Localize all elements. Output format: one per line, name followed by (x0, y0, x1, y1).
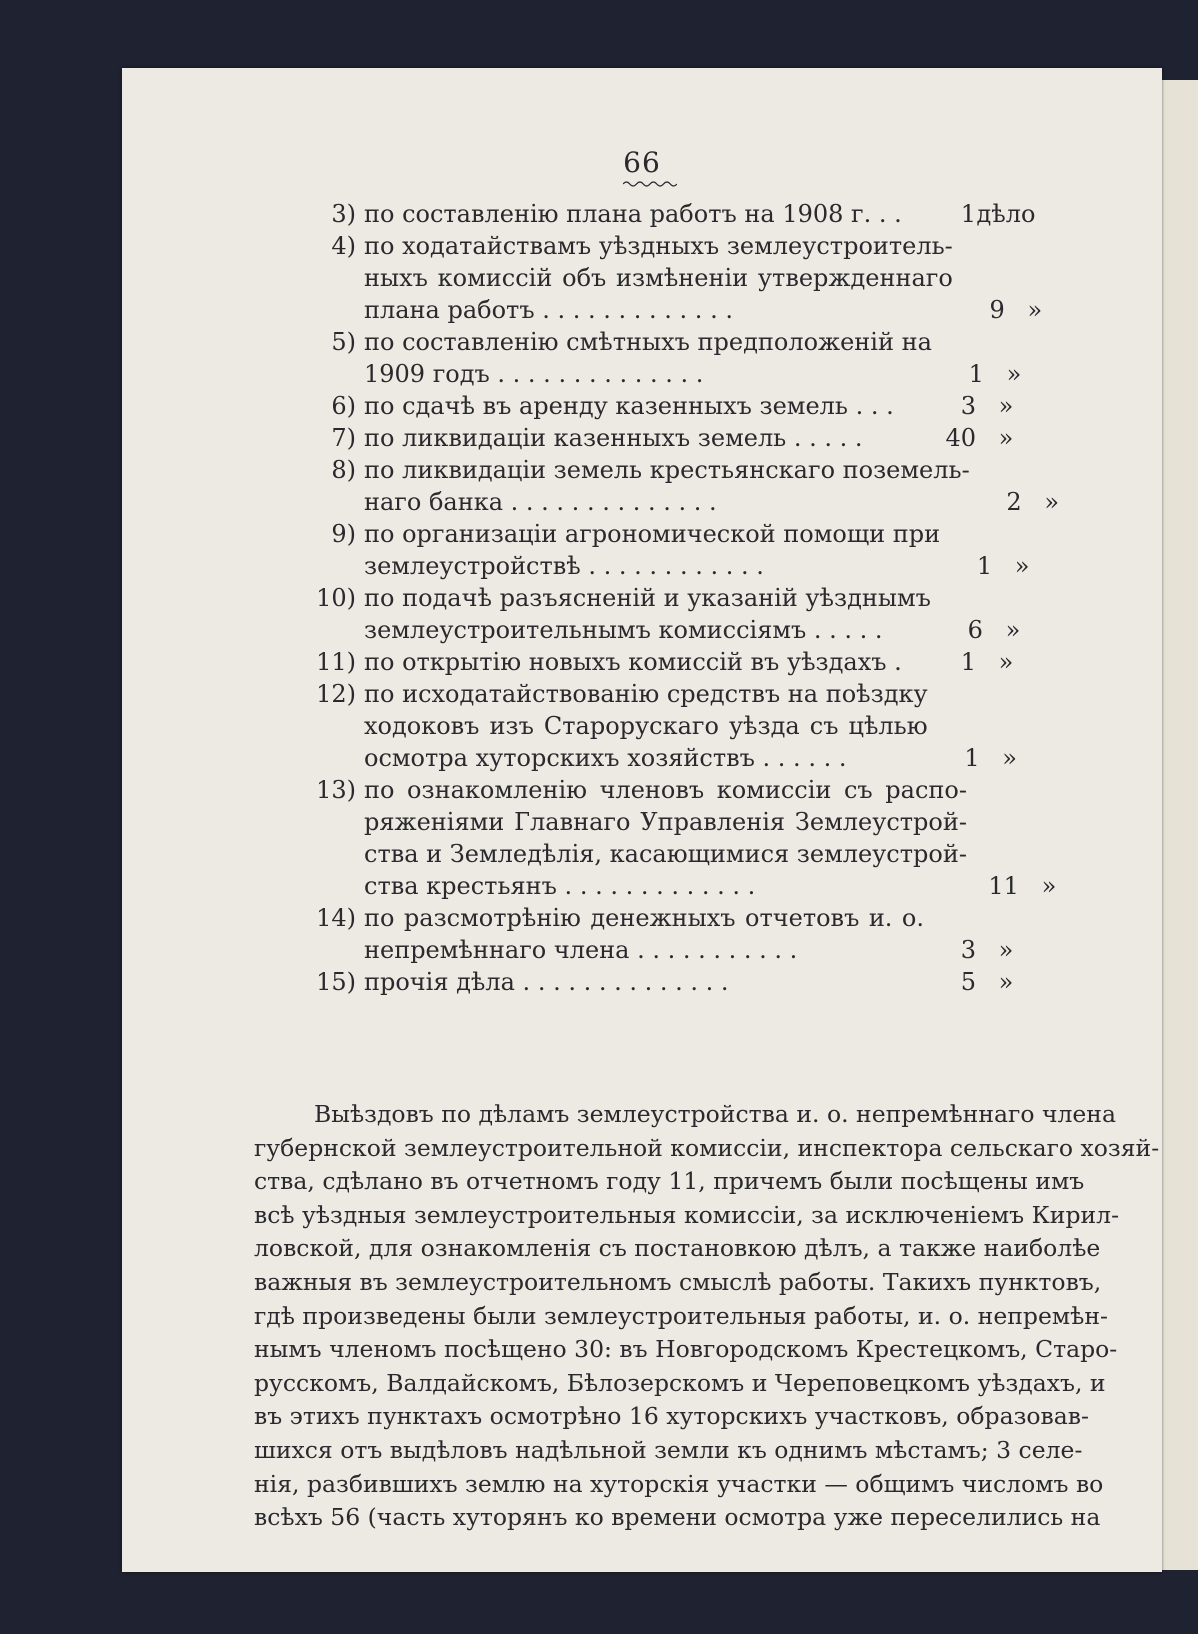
list-item (316, 774, 1057, 902)
list-item (316, 326, 1036, 390)
item-text-line: непремѣннаго члена . . . . . . . . . . . (364, 936, 798, 964)
paragraph-line: въ этихъ пунктахъ осмотрѣно 16 хуторскихъ участковъ, образовав- (254, 1402, 1089, 1431)
paragraph-line: важныя въ землеустроительномъ смыслѣ работы. Такихъ пунктовъ, (254, 1267, 1102, 1296)
wavy-rule-ornament (623, 180, 677, 188)
item-number: 11) (316, 648, 356, 676)
list-item (316, 390, 1036, 422)
item-number: 10) (316, 584, 356, 612)
item-number: 13) (316, 776, 356, 804)
item-text-line: ходоковъ изъ Старорускаго уѣзда съ цѣлью (364, 712, 928, 740)
item-text-line: плана работъ . . . . . . . . . . . . . (364, 296, 733, 324)
item-unit: » (1041, 872, 1057, 900)
item-text-line: наго банка . . . . . . . . . . . . . . (364, 488, 717, 516)
item-text-line: ства и Земледѣлія, касающимися землеустрой- (364, 840, 967, 868)
item-count: 1 (968, 360, 984, 388)
item-unit: » (1044, 488, 1060, 516)
paragraph-line: губернской землеустроительной комиссіи, инспектора сельскаго хозяй- (254, 1133, 1160, 1162)
paragraph-line: всѣхъ 56 (часть хуторянъ ко времени осмотра уже переселились на (254, 1503, 1101, 1532)
paragraph-line: шихся отъ выдѣловъ надѣльной земли къ однимъ мѣстамъ; 3 селе- (254, 1435, 1083, 1464)
item-unit: » (998, 392, 1014, 420)
list-item (316, 902, 1036, 966)
item-count: 1 (960, 648, 976, 676)
paragraph-line: Выѣздовъ по дѣламъ землеустройства и. о. непремѣннаго члена (314, 1100, 1116, 1128)
list-item (316, 966, 1036, 998)
item-text-line: по организаціи агрономической помощи при (364, 520, 941, 548)
paragraph-line: всѣ уѣздныя землеустроительныя комиссіи, за исключеніемъ Кирил- (254, 1200, 1120, 1229)
item-unit: » (998, 648, 1014, 676)
item-number: 6) (331, 392, 356, 420)
paragraph-line: ловской, для ознакомленія съ постановкою дѣлъ, а также наиболѣе (254, 1234, 1101, 1263)
list-item (316, 454, 1060, 518)
item-count: 1 (976, 552, 993, 580)
list-item (316, 582, 1036, 646)
item-count: 1 (964, 744, 980, 772)
item-text-line: землеустройствѣ . . . . . . . . . . . . (364, 552, 764, 580)
paragraph-line: русскомъ, Валдайскомъ, Бѣлозерскомъ и Череповецкомъ уѣздахъ, и (254, 1368, 1106, 1397)
item-number: 14) (316, 904, 356, 932)
book-page (122, 68, 1162, 1572)
paragraph-line: нія, разбившихъ землю на хуторскія участки — общимъ числомъ во (254, 1469, 1104, 1498)
item-unit: » (998, 968, 1014, 996)
item-text-line: ряженіями Главнаго Управленія Землеустрой- (364, 808, 967, 836)
item-text-line: ныхъ комиссій объ измѣненіи утвержденнаго (364, 264, 953, 292)
list-item (316, 422, 1036, 454)
item-count: 3 (960, 392, 976, 420)
item-unit: » (1006, 360, 1022, 388)
item-text-line: осмотра хуторскихъ хозяйствъ . . . . . . (364, 744, 847, 772)
item-count: 1 (960, 200, 976, 228)
item-text-line: по разсмотрѣнію денежныхъ отчетовъ и. о. (364, 904, 924, 932)
list-item (316, 198, 1036, 230)
item-unit: » (998, 936, 1014, 964)
item-count: 3 (960, 936, 976, 964)
item-count: 9 (989, 296, 1005, 324)
paragraph-line: гдѣ произведены были землеустроительныя работы, и. о. непремѣн- (254, 1301, 1108, 1330)
item-number: 7) (331, 424, 356, 452)
list-item (316, 646, 1036, 678)
item-unit: » (1027, 296, 1043, 324)
item-text-line: 1909 годъ . . . . . . . . . . . . . . (364, 360, 704, 388)
list-item (316, 230, 1043, 326)
item-unit: » (1002, 744, 1017, 772)
item-unit: дѣло (976, 200, 1036, 228)
paragraph-line: нымъ членомъ посѣщено 30: въ Новгородскомъ Крестецкомъ, Старо- (254, 1335, 1118, 1364)
item-text-line: землеустроительнымъ комиссіямъ . . . . . (364, 616, 883, 644)
paragraph-line: ства, сдѣлано въ отчетномъ году 11, причемъ были посѣщены имъ (254, 1167, 1085, 1196)
item-text-line: по составленію плана работъ на 1908 г. . . (364, 200, 902, 228)
item-text-line: ства крестьянъ . . . . . . . . . . . . . (364, 872, 756, 900)
item-text-line: по подачѣ разъясненій и указаній уѣзднымъ (364, 584, 931, 612)
item-number: 4) (331, 232, 356, 260)
item-count: 5 (960, 968, 976, 996)
list-item (316, 518, 1036, 582)
item-text-line: по ликвидаціи казенныхъ земель . . . . . (364, 424, 863, 452)
item-text-line: прочія дѣла . . . . . . . . . . . . . . (364, 968, 729, 996)
item-text-line: по ознакомленію членовъ комиссіи съ распо- (364, 776, 967, 804)
item-text-line: по открытію новыхъ комиссій въ уѣздахъ . (364, 648, 902, 676)
list-item (316, 678, 1036, 774)
table-of-matters (316, 198, 1060, 998)
item-count: 6 (967, 616, 983, 644)
item-count: 11 (988, 872, 1019, 900)
item-unit: » (998, 424, 1014, 452)
page-number: 66 (623, 146, 661, 179)
item-number: 5) (331, 328, 356, 356)
item-unit: » (1014, 552, 1030, 580)
item-text-line: по исходатайствованію средствъ на поѣздку (364, 680, 928, 708)
item-text-line: по сдачѣ въ аренду казенныхъ земель . . . (364, 392, 894, 420)
body-paragraph (254, 1098, 1160, 1535)
item-number: 9) (331, 520, 356, 548)
item-number: 15) (316, 968, 356, 996)
item-text-line: по ходатайствамъ уѣздныхъ землеустроитель- (364, 232, 953, 260)
next-page-edge (1158, 80, 1198, 1570)
item-count: 2 (1006, 488, 1022, 516)
item-text-line: по ликвидаціи земель крестьянскаго поземель- (364, 456, 970, 484)
item-number: 3) (331, 200, 356, 228)
item-number: 8) (331, 456, 356, 484)
item-number: 12) (316, 680, 356, 708)
item-unit: » (1005, 616, 1021, 644)
item-text-line: по составленію смѣтныхъ предположеній на (364, 328, 932, 356)
item-count: 40 (945, 424, 976, 452)
